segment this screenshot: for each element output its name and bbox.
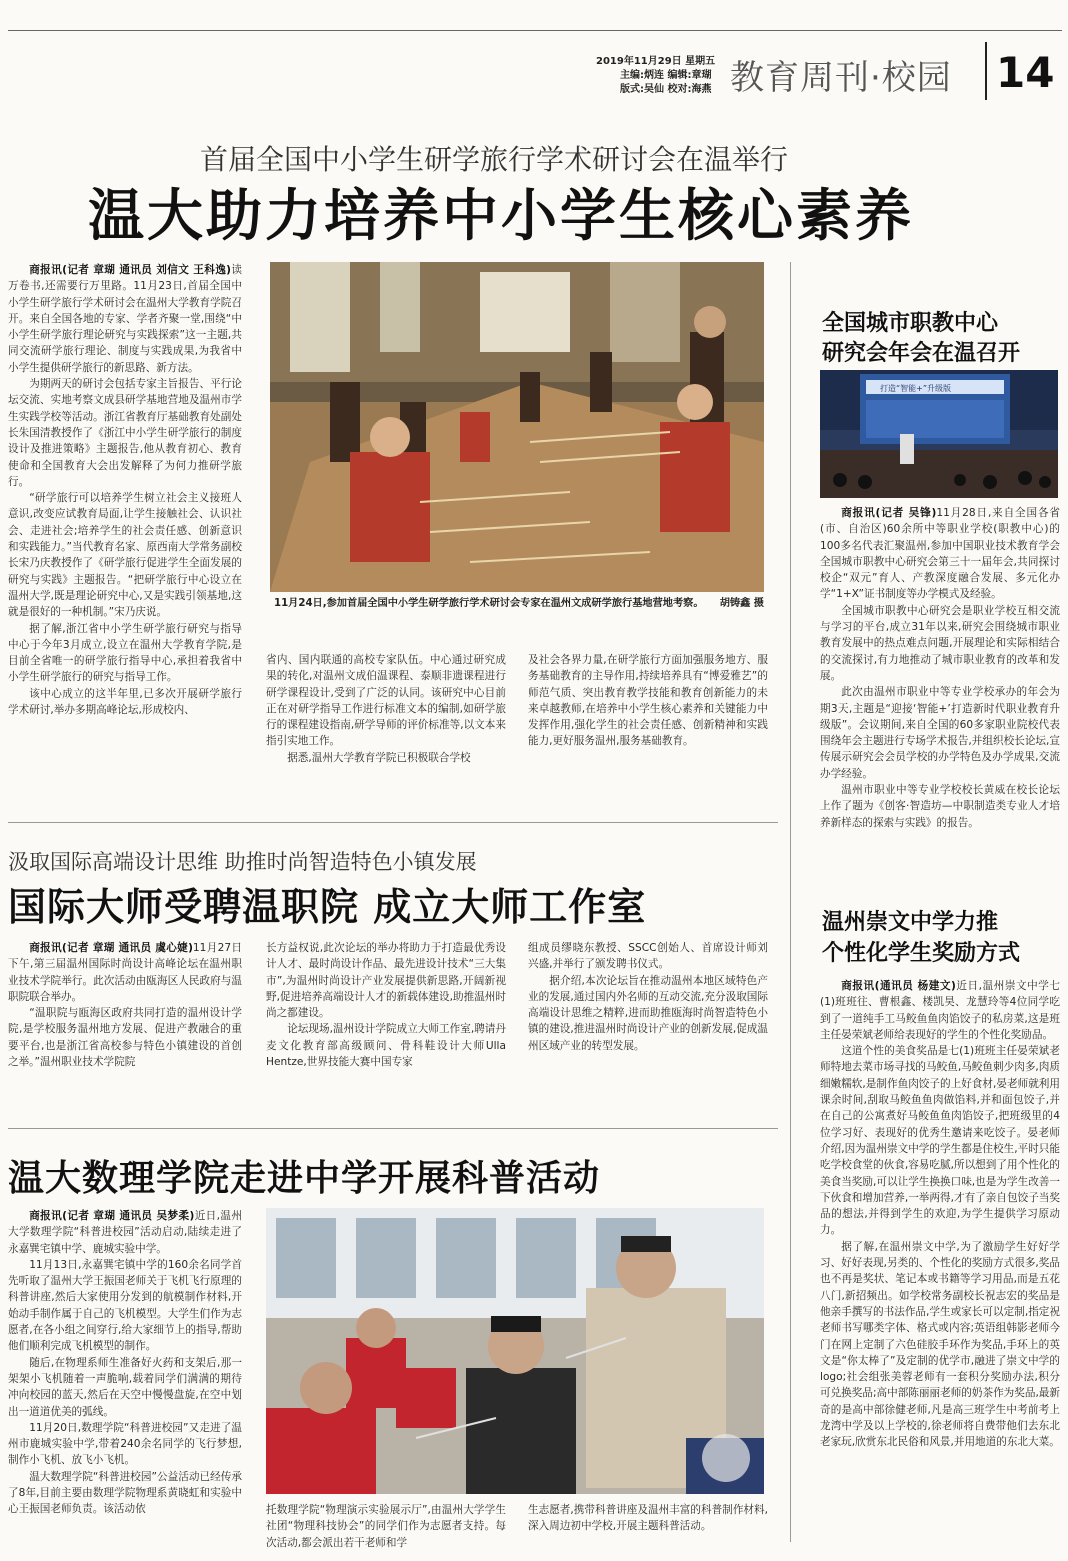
article1-headline: 温大助力培养中小学生核心素养 bbox=[88, 184, 914, 249]
article5-photo bbox=[266, 1208, 764, 1494]
article1-col1: 商报讯(记者 章瑚 通讯员 刘信文 王科逸)读万卷书,还需要行万里路。11月23日,首届全国中小学生研学旅行学术研讨会在温州大学教育学院召开。来自全国各地的专家、学者齐聚一堂,围绕“中小学生研学旅行理论研究与实践探索”这一主题,共同交流研学旅行理论、制度与实践成果,为我省中小学生提供研学旅行的新思路、新方法。 为期两天的研讨会包括专家主旨报告、平行论坛交流、实地考察文成县研学基地营地及温州市学生实践学校等活动。浙江省教育厅基础教育处副处长朱国清教授作了《浙江中小学生研学旅行的制度设计及推进策略》主题报告,他从教育初心、教育使命和全国教育大会出发解释了为何力推研学旅行。 “研学旅行可以培养学生树立社会主义接班人意识,改变应试教育局面,让学生接触社会、认识社会、走进社会;培养学生的社会责任感、创新意识和实践能力。”当代教育名家、原西南大学常务副校长宋乃庆教授作了《研学旅行促进学生全面发展的研究与实践》主题报告。“把研学旅行中心设立在温州大学,既是理论研究中心,又是实践引领基地,这就是很好的一种机制。”宋乃庆说。 据了解,浙江省中小学生研学旅行研究与指导中心于今年3月成立,设立在温州大学教育学院,是目前全省唯一的研学旅行指导中心,承担着我省中小学生研学旅行的研究与指导工作。 该中心成立的这半年里,已多次开展研学旅行学术研讨,举办多期高峰论坛,形成校内、 bbox=[8, 264, 243, 717]
right-col-divider bbox=[790, 262, 791, 1542]
page-number: 14 bbox=[996, 48, 1055, 97]
masthead-divider bbox=[985, 42, 987, 100]
article5-col3: 生志愿者,携带科普讲座及温州丰富的科普制作材料,深入周边初中学校,开展主题科普活动。 bbox=[528, 1504, 768, 1533]
section-title: 教育周刊·校园 bbox=[730, 58, 952, 98]
article1-photo-caption: 11月24日,参加首届全国中小学生研学旅行学术研讨会专家在温州文成研学旅行基地营地考察。 胡铸鑫 摄 bbox=[274, 596, 764, 612]
article3-col3: 组成员缪晓东教授、SSCC创始人、首席设计师刘兴盛,并举行了颁发聘书仪式。 据介绍,本次论坛旨在推动温州本地区域特色产业的发展,通过国内外名师的互动交流,充分汲取国际高端设计思维之精粹,进而助推瓯海时尚智造特色小镇的建设,推进温州时尚设计产业的创新发展,促成温州区域产业的转型发展。 bbox=[528, 942, 768, 1052]
article3-top-rule bbox=[8, 822, 778, 823]
layout-line: 版式:吴仙 校对:海燕 bbox=[620, 84, 712, 95]
article3-headline: 国际大师受聘温职院 成立大师工作室 bbox=[8, 885, 647, 929]
article3-col2: 长方益权说,此次论坛的举办将助力于打造最优秀设计人才、最时尚设计作品、最先进设计技术“三大集市”,为温州时尚设计产业发展提供新思路,开阔新视野,促进培养高端设计人才的新载体建设,助推温州时尚之都建设。 论坛现场,温州设计学院成立大师工作室,聘请丹麦文化教育部高级顾问、骨科鞋设计大师Ulla Hentze,世界技能大赛中国专家 bbox=[266, 942, 506, 1069]
article5-top-rule bbox=[8, 1128, 778, 1129]
article5-byline: 商报讯(记者 章瑚 通讯员 吴梦柔) bbox=[29, 1210, 195, 1222]
article4-headline-line2: 个性化学生奖励方式 bbox=[822, 941, 1021, 966]
article2-headline-line1: 全国城市职教中心 bbox=[822, 311, 999, 336]
article4-headline-line1: 温州崇文中学力推 bbox=[822, 910, 999, 935]
article3-col1: 商报讯(记者 章瑚 通讯员 虞心婕)11月27日下午,第三届温州国际时尚设计高峰论坛在温州职业技术学院举行。此次活动由瓯海区人民政府与温职院联合举办。 “温职院与瓯海区政府共同打造的温州设计学院,是学校服务温州地方发展、促进产教融合的重要平台,也是浙江省高校参与特色小镇建设的首创之举。”温州职业技术学院院 bbox=[8, 942, 242, 1069]
article2-body: 商报讯(记者 吴锋)11月28日,来自全国各省(市、自治区)60余所中等职业学校(职教中心)的100多名代表汇聚温州,参加中国职业技术教育学会全国城市职教中心研究会第三十一届年会,共同探讨校企“双元”育人、产教深度融合发展、多元化办学“1+X”证书制度等办学模式及经验。 全国城市职教中心研究会是职业学校互相交流与学习的平台,成立31年以来,研究会围绕城市职业教育发展中的热点难点问题,开展理论和实际相结合的交流探讨,有力地推动了城市职业教育的改革和发展。 此次由温州市职业中等专业学校承办的年会为期3天,主题是“迎接‘智能+’打造新时代职业教育升级版”。会议期间,来自全国的60多家职业院校代表围绕年会主题进行专场学术报告,并组织校长论坛,宣传展示研究会会员学校的办学特色及办学成果,交流办学经验。 温州市职业中等专业学校校长黄威在校长论坛上作了题为《创客·智造坊—中职制造类专业人才培养新样态的探索与实践》的报告。 bbox=[820, 507, 1060, 829]
article3-byline: 商报讯(记者 章瑚 通讯员 虞心婕) bbox=[29, 942, 193, 954]
article2-headline-line2: 研究会年会在温召开 bbox=[822, 341, 1021, 366]
article1-photo bbox=[270, 262, 764, 592]
article3-kicker: 汲取国际高端设计思维 助推时尚智造特色小镇发展 bbox=[8, 850, 477, 874]
article5-col1: 商报讯(记者 章瑚 通讯员 吴梦柔)近日,温州大学数理学院“科普进校园”活动启动,陆续走进了永嘉巽宅镇中学、鹿城实验中学。 11月13日,永嘉巽宅镇中学的160余名同学首先听取了温州大学王振国老师关于飞机飞行原理的科普讲座,然后大家使用分发到的航模制作材料,开始动手制作属于自己的飞机模型。大学生们作为志愿者,在各小组之间穿行,给大家细节上的指导,帮助他们顺利完成飞机模型的制作。 随后,在物理系师生准备好火药和支架后,那一架架小飞机随着一声脆响,载着同学们满满的期待冲向校园的蓝天,然后在天空中慢慢盘旋,在空中划出一道道优美的弧线。 11月20日,数理学院“科普进校园”又走进了温州市鹿城实验中学,带着240余名同学的飞行梦想,制作小飞机、放飞小飞机。 温大数理学院“科普进校园”公益活动已经传承了8年,目前主要由数理学院物理系黄晓虹和实验中心王振国老师负责。该活动依 bbox=[8, 1210, 242, 1516]
article5-col2: 托数理学院“物理演示实验展示厅”,由温州大学学生社团“物理科技协会”的同学们作为志愿者支持。每次活动,都会派出若干老师和学 bbox=[266, 1504, 506, 1549]
article1-col2: 省内、国内联通的高校专家队伍。中心通过研究成果的转化,对温州文成伯温课程、泰顺非遗课程进行研学课程设计,受到了广泛的认同。该研究中心目前正在对研学指导工作进行标准文本的编制,如研学旅行的课程建设指南,研学导师的评价标准等,以文本来指引实地工作。 据悉,温州大学教育学院已积极联合学校 bbox=[266, 654, 506, 764]
article2-byline: 商报讯(记者 吴锋) bbox=[841, 507, 937, 519]
article4-body: 商报讯(通讯员 杨建文)近日,温州崇文中学七(1)班班往、曹根鑫、楼凯昊、龙慧玲等4位同学吃到了一道纯手工马鲛鱼鱼肉馅饺子的私房菜,这是班主任晏荣斌老师给表现好的学生的个性化奖励品。 这道个性的美食奖品是七(1)班班主任晏荣斌老师特地去菜市场寻找的马鲛鱼,马鲛鱼刺少肉多,肉质细嫩糯软,是制作鱼肉饺子的上好食材,晏老师就利用课余时间,刮取马鲛鱼鱼肉做馅料,并和面包饺子,并在自己的公寓煮好马鲛鱼鱼肉馅饺子,把班级里的4位学习好、表现好的优秀生邀请来吃饺子。晏老师介绍,因为温州崇文中学的学生都是住校生,平时只能吃学校食堂的伙食,容易吃腻,所以想到了用个性化的美食当奖励,可以让学生换换口味,也是为学生改善一下伙食和增加营养,一举两得,才有了亲自包饺子当奖品的想法,并得到学生的欢迎,为学生提供学习原动力。 据了解,在温州崇文中学,为了激励学生好好学习、好好表现,另类的、个性化的奖励方式很多,奖品也不再是奖状、笔记本或书籍等学习用品,而是五花八门,新招频出。如学校常务副校长祝志宏的奖品是他亲手撰写的书法作品,学生或家长可以定制,指定祝老师书写哪类字体、格式或内容;英语组韩影老师今门在网上定制了六色硅胶手环作为奖品,手环上的英文是“你太棒了”及定制的优学市,融进了崇文中学的logo;社会组张美蓉老师有一套积分奖励办法,积分可兑换奖品;高中部陈丽丽老师的奶茶作为奖品,最新奇的是高中部徐健老师,凡是高三班学生中考前考上龙湾中学及以上学校的,徐老师将自费带他们去东北老家玩,欣赏东北民俗和风景,并用地道的东北大菜。 bbox=[820, 980, 1061, 1449]
editors-line: 主编:炳连 编辑:章瑚 bbox=[620, 70, 712, 81]
article1-col3: 及社会各界力量,在研学旅行方面加强服务地方、服务基础教育的主导作用,持续培养具有“博爱雅艺”的师范气质、突出教育教学技能和教育创新能力的未来卓越教师,在培养中小学生核心素养和关键能力中发挥作用,强化学生的社会责任感、创新精神和实践能力,更好服务温州,服务基础教育。 bbox=[528, 654, 768, 748]
article1-byline: 商报讯(记者 章瑚 通讯员 刘信文 王科逸) bbox=[29, 264, 232, 276]
issue-date: 2019年11月29日 星期五 bbox=[596, 56, 716, 67]
article4-byline: 商报讯(通讯员 杨建文) bbox=[841, 980, 956, 992]
article1-kicker: 首届全国中小学生研学旅行学术研讨会在温举行 bbox=[200, 143, 789, 176]
article5-headline: 温大数理学院走进中学开展科普活动 bbox=[8, 1158, 601, 1199]
top-rule bbox=[8, 30, 1062, 31]
article2-photo bbox=[820, 370, 1058, 498]
article2-slide-text: 打造“智能+”升级版 bbox=[880, 384, 951, 393]
article1-photo-credit: 胡铸鑫 摄 bbox=[719, 598, 764, 609]
